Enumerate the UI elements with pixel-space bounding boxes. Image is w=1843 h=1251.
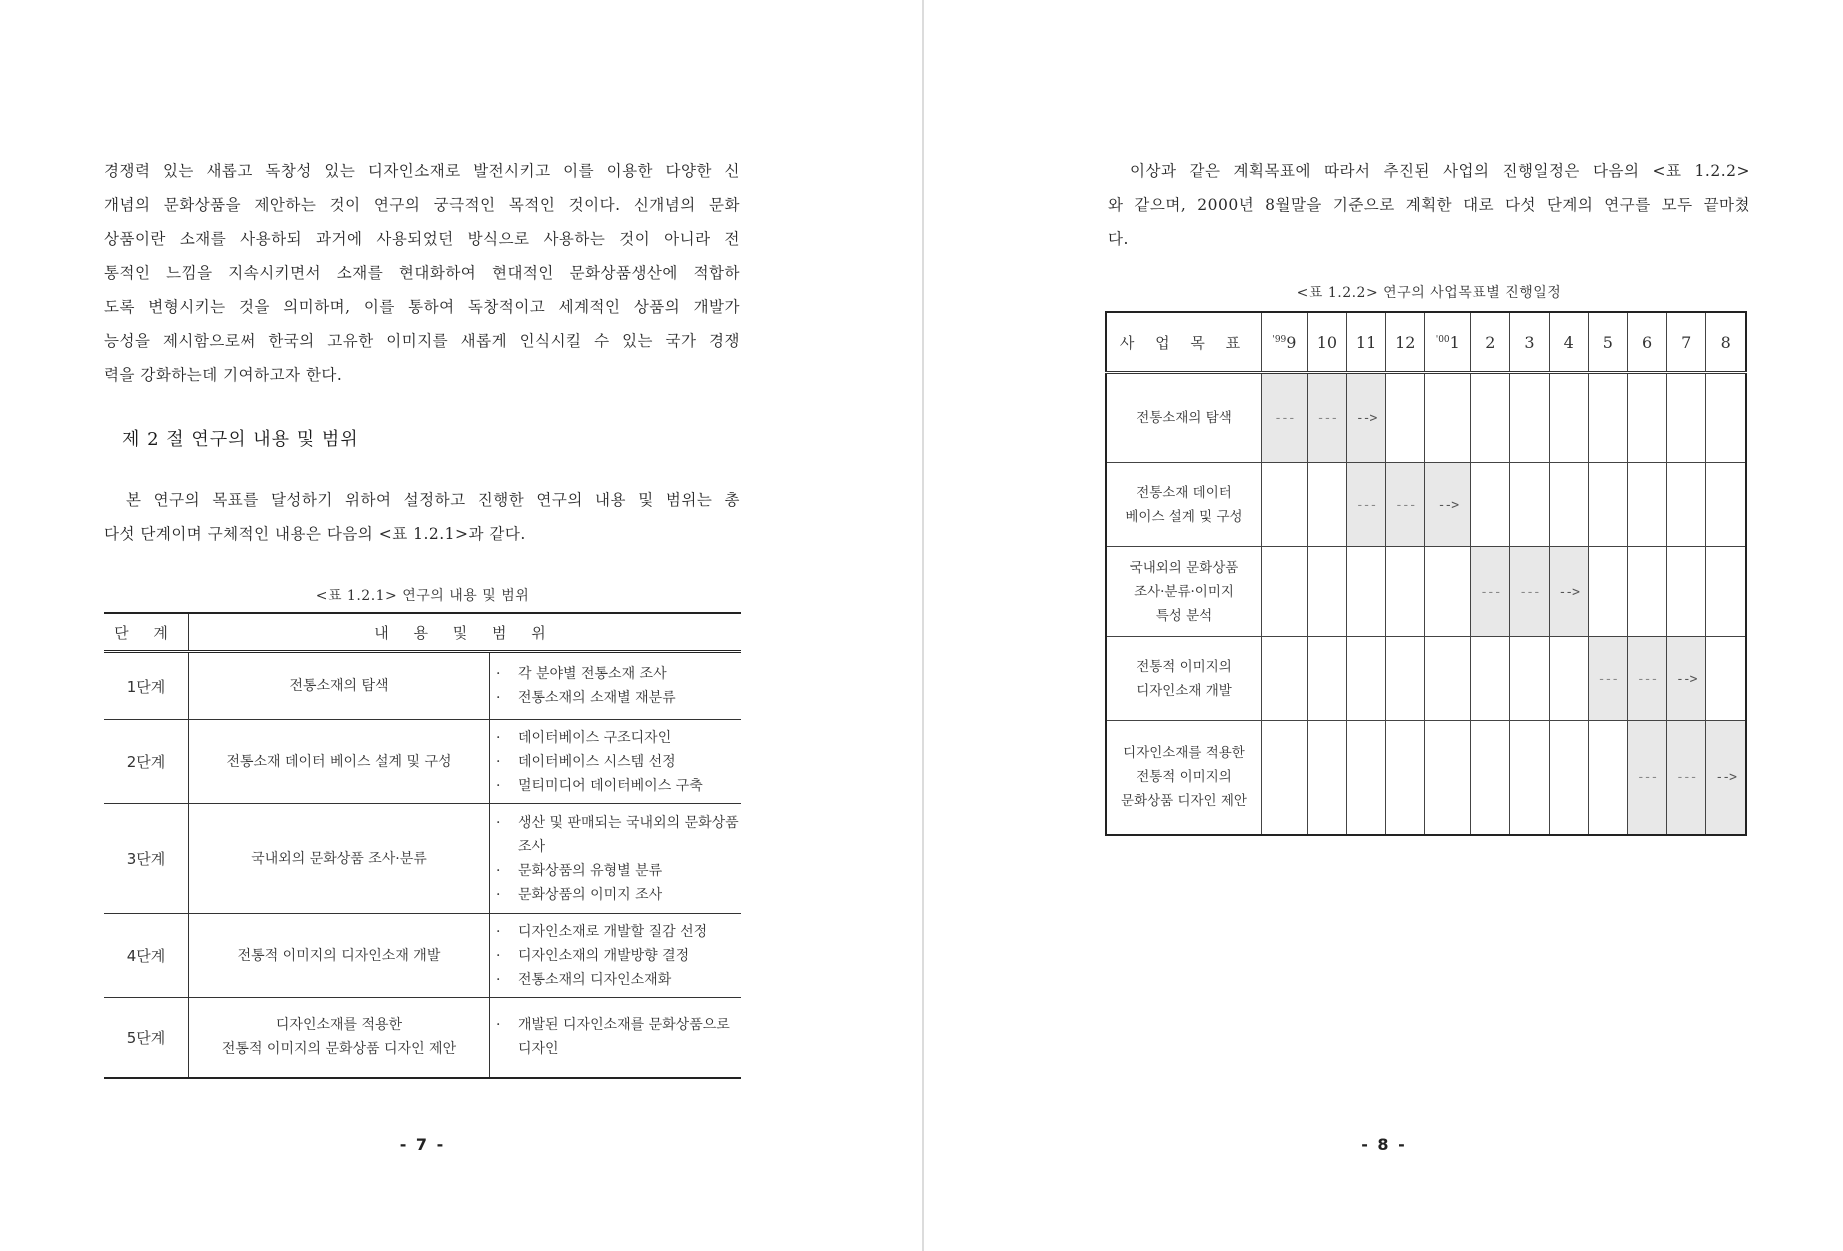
bullet-icon: · [496, 923, 501, 940]
scope-item [496, 726, 741, 750]
month-cell [1510, 463, 1549, 547]
scope-item [496, 920, 741, 944]
month-header [1510, 312, 1549, 373]
paragraph-line: 도록 변형시키는 것을 의미하며, 이를 통하여 독창적이고 세계적인 상품의 개발가 [104, 298, 740, 316]
month-label: 6 [1641, 332, 1653, 352]
stage-cell: 1단계 [104, 652, 189, 720]
month-cell [1425, 373, 1471, 463]
goal-line: 국내외의 문화상품 [1129, 559, 1239, 576]
goal-line: 디자인소재 개발 [1136, 682, 1232, 699]
table-row [104, 914, 741, 998]
month-label: 12 [1395, 332, 1416, 352]
scope-item [496, 1013, 741, 1061]
active-month-cell [1627, 721, 1666, 835]
paragraph-line: 다. [1108, 230, 1129, 248]
table-row [104, 720, 741, 804]
month-header [1588, 312, 1627, 373]
dash-mark: --- [1676, 770, 1697, 786]
month-cell [1510, 637, 1549, 721]
goal-header: 사 업 목 표 [1106, 312, 1262, 373]
schedule-row [1106, 721, 1746, 835]
scope-item [496, 883, 741, 907]
month-cell [1588, 547, 1627, 637]
table-row [104, 804, 741, 914]
schedule-row [1106, 637, 1746, 721]
month-header [1307, 312, 1346, 373]
stage-cell: 5단계 [104, 998, 189, 1078]
active-month-cell [1307, 373, 1346, 463]
scope-item-text: 데이터베이스 구조디자인 [518, 729, 672, 746]
month-cell [1262, 463, 1308, 547]
month-cell [1347, 637, 1386, 721]
dash-mark: --- [1316, 411, 1338, 426]
goal-line: 전통적 이미지의 [1136, 658, 1232, 675]
month-cell [1706, 637, 1746, 721]
month-label: 10 [1316, 332, 1338, 352]
month-header [1471, 312, 1510, 373]
paragraph-line: 능성을 제시함으로써 한국의 고유한 이미지를 새롭게 인식시킬 수 있는 국가 경쟁 [104, 332, 740, 350]
content-line: 디자인소재를 적용한 [275, 1017, 403, 1034]
scope-item [496, 859, 741, 883]
goal-cell [1106, 463, 1262, 547]
scope-item [496, 662, 741, 686]
scope-item [496, 944, 741, 968]
dash-mark: --- [1519, 584, 1540, 600]
paragraph-line: 와 같으며, 2000년 8월말을 기준으로 계획한 대로 다섯 단계의 연구를 모두 끝마쳤 [1108, 196, 1750, 214]
table-row [104, 652, 741, 720]
stage-cell: 3단계 [104, 804, 189, 914]
scope-item-text: 데이터베이스 시스템 선정 [518, 753, 676, 770]
month-cell [1588, 463, 1627, 547]
month-cell [1510, 373, 1549, 463]
month-cell [1307, 721, 1346, 835]
scope-item-text: 각 분야별 전통소재 조사 [518, 666, 667, 682]
scope-item-text: 디자인소재로 개발할 질감 선정 [518, 923, 708, 940]
goal-line: 베이스 설계 및 구성 [1125, 508, 1243, 525]
bullet-icon: · [496, 690, 501, 706]
scope-cell [490, 998, 742, 1078]
paragraph-line: 본 연구의 목표를 달성하기 위하여 설정하고 진행한 연구의 내용 및 범위는 총 [126, 491, 740, 509]
month-cell [1262, 637, 1308, 721]
paragraph-line: 력을 강화하는데 기여하고자 한다. [104, 366, 343, 384]
month-cell [1549, 721, 1588, 835]
content-cell [189, 914, 490, 998]
active-month-cell [1347, 373, 1386, 463]
page-divider [922, 0, 924, 1251]
month-cell [1627, 463, 1666, 547]
month-label: 7 [1681, 332, 1692, 352]
bullet-icon: · [496, 947, 501, 964]
scope-cell [490, 720, 742, 804]
content-line: 전통소재 데이터 베이스 설계 및 구성 [226, 753, 452, 770]
paragraph-line: 통적인 느낌을 지속시키면서 소재를 현대화하여 현대적인 문화상품생산에 적합하 [104, 264, 740, 282]
paragraph-line: 개념의 문화상품을 제안하는 것이 연구의 궁극적인 목적인 것이다. 신개념의 문화 [104, 196, 740, 214]
scope-item-text: 개발된 디자인소재를 문화상품으로 디자인 [518, 1017, 730, 1058]
month-cell [1706, 547, 1746, 637]
month-header [1549, 312, 1588, 373]
month-cell [1588, 721, 1627, 835]
active-month-cell [1549, 547, 1588, 637]
intro-paragraph [104, 154, 740, 392]
schedule-table [1105, 311, 1747, 836]
bullet-icon: · [496, 666, 501, 682]
schedule-row [1106, 463, 1746, 547]
paragraph-line: 경쟁력 있는 새롭고 독창성 있는 디자인소재로 발전시키고 이를 이용한 다양한 신 [104, 162, 740, 180]
year-mark: '00 [1435, 334, 1450, 345]
scope-cell [490, 804, 742, 914]
month-label: 8 [1720, 332, 1731, 352]
goal-line: 조사·분류·이미지 [1134, 583, 1234, 600]
goal-line: 문화상품 디자인 제안 [1121, 793, 1247, 810]
active-month-cell [1386, 463, 1425, 547]
goal-cell [1106, 547, 1262, 637]
arrow-icon: --> [1676, 671, 1697, 687]
active-month-cell [1706, 721, 1746, 835]
month-header [1706, 312, 1746, 373]
scope-item [496, 686, 741, 710]
bullet-icon: · [496, 1017, 501, 1034]
month-cell [1425, 721, 1471, 835]
goal-line: 디자인소재를 적용한 [1123, 745, 1245, 762]
bullet-icon: · [496, 753, 501, 770]
dash-mark: --- [1636, 770, 1658, 786]
active-month-cell [1425, 463, 1471, 547]
month-cell [1307, 547, 1346, 637]
stage-cell: 4단계 [104, 914, 189, 998]
dash-mark: --- [1355, 497, 1377, 513]
arrow-icon: --> [1437, 497, 1459, 513]
schedule-row [1106, 373, 1746, 463]
scope-item-text: 멀티미디어 데이터베이스 구축 [518, 777, 703, 794]
month-cell [1549, 373, 1588, 463]
active-month-cell [1667, 637, 1706, 721]
right-page [925, 0, 1843, 1251]
month-cell [1471, 463, 1510, 547]
month-cell [1347, 721, 1386, 835]
scope-cell [490, 914, 742, 998]
month-label: 9 [1286, 332, 1297, 352]
month-cell [1262, 721, 1308, 835]
dash-mark: --- [1597, 671, 1619, 687]
content-cell [189, 998, 490, 1078]
page-number: - 8 - [1361, 1135, 1407, 1154]
schedule-caption: <표 1.2.2> 연구의 사업목표별 진행일정 [1296, 285, 1562, 301]
month-cell [1588, 373, 1627, 463]
month-label: 1 [1449, 332, 1460, 352]
scope-item [496, 811, 741, 859]
goal-cell [1106, 637, 1262, 721]
month-cell [1549, 463, 1588, 547]
month-cell [1386, 637, 1425, 721]
month-cell [1425, 637, 1471, 721]
scope-table [104, 612, 741, 1079]
month-cell [1386, 373, 1425, 463]
content-line: 전통적 이미지의 디자인소재 개발 [237, 947, 441, 964]
month-cell [1307, 637, 1346, 721]
month-cell [1386, 721, 1425, 835]
scope-item [496, 774, 741, 798]
schedule-paragraph [1108, 154, 1750, 256]
bullet-icon: · [496, 971, 501, 988]
bullet-icon: · [496, 729, 501, 746]
month-label: 2 [1485, 332, 1496, 352]
dash-mark: --- [1636, 671, 1658, 687]
month-cell [1627, 373, 1666, 463]
active-month-cell [1667, 721, 1706, 835]
month-cell [1706, 463, 1746, 547]
goal-line: 전통소재의 탐색 [1136, 410, 1232, 426]
content-cell [189, 804, 490, 914]
month-header [1262, 312, 1308, 373]
month-cell [1425, 547, 1471, 637]
scope-item-text: 생산 및 판매되는 국내외의 문화상품 조사 [518, 814, 739, 855]
active-month-cell [1588, 637, 1627, 721]
active-month-cell [1262, 373, 1308, 463]
month-cell [1307, 463, 1346, 547]
paragraph-line: 이상과 같은 계획목표에 따라서 추진된 사업의 진행일정은 다음의 <표 1.2.2> [1130, 162, 1750, 180]
table-row [104, 998, 741, 1078]
month-header [1347, 312, 1386, 373]
goal-line: 전통적 이미지의 [1136, 769, 1232, 786]
content-line: 전통적 이미지의 문화상품 디자인 제안 [221, 1041, 457, 1058]
left-page [0, 0, 921, 1251]
scope-item-text: 디자인소재의 개발방향 결정 [518, 947, 690, 964]
year-mark: '99 [1272, 334, 1287, 345]
month-cell [1510, 721, 1549, 835]
month-label: 5 [1602, 332, 1613, 352]
stage-header: 단 계 [104, 613, 189, 652]
goal-line: 특성 분석 [1155, 607, 1213, 624]
scope-item-text: 문화상품의 이미지 조사 [518, 886, 663, 903]
scope-cell [490, 652, 742, 720]
month-cell [1627, 547, 1666, 637]
active-month-cell [1347, 463, 1386, 547]
month-header [1667, 312, 1706, 373]
scope-item-text: 문화상품의 유형별 분류 [518, 862, 663, 879]
month-cell [1667, 373, 1706, 463]
dash-mark: --- [1480, 584, 1501, 600]
month-cell [1667, 463, 1706, 547]
content-cell [189, 652, 490, 720]
month-label: 4 [1563, 332, 1574, 352]
goal-line: 전통소재 데이터 [1136, 484, 1232, 501]
active-month-cell [1510, 547, 1549, 637]
goal-cell [1106, 721, 1262, 835]
table-caption: <표 1.2.1> 연구의 내용 및 범위 [315, 588, 530, 604]
scope-item [496, 750, 741, 774]
scope-paragraph [104, 483, 740, 551]
month-cell [1347, 547, 1386, 637]
month-label: 11 [1355, 332, 1377, 352]
active-month-cell [1471, 547, 1510, 637]
month-cell [1667, 547, 1706, 637]
stage-cell: 2단계 [104, 720, 189, 804]
schedule-row [1106, 547, 1746, 637]
section-heading: 제 2 절 연구의 내용 및 범위 [122, 429, 359, 450]
page-number: - 7 - [399, 1135, 446, 1154]
paragraph-line: 상품이란 소재를 사용하되 과거에 사용되었던 방식으로 사용하는 것이 아니라 전 [104, 230, 740, 248]
month-cell [1386, 547, 1425, 637]
active-month-cell [1627, 637, 1666, 721]
month-cell [1471, 721, 1510, 835]
dash-mark: --- [1274, 411, 1295, 426]
scope-item [496, 968, 741, 992]
month-cell [1549, 637, 1588, 721]
goal-cell [1106, 373, 1262, 463]
month-header [1425, 312, 1471, 373]
content-line: 국내외의 문화상품 조사·분류 [251, 850, 427, 867]
scope-item-text: 전통소재의 디자인소재화 [518, 971, 672, 988]
bullet-icon: · [496, 777, 501, 794]
arrow-icon: --> [1355, 411, 1377, 426]
content-line: 전통소재의 탐색 [289, 678, 389, 694]
dash-mark: --- [1395, 497, 1416, 513]
month-header [1386, 312, 1425, 373]
bullet-icon: · [496, 814, 501, 831]
bullet-icon: · [496, 862, 501, 879]
month-header [1627, 312, 1666, 373]
scope-item-text: 전통소재의 소재별 재분류 [518, 690, 676, 706]
month-label: 3 [1524, 332, 1535, 352]
content-header: 내 용 및 범 위 [189, 613, 742, 652]
month-cell [1706, 373, 1746, 463]
month-cell [1471, 373, 1510, 463]
bullet-icon: · [496, 886, 501, 903]
month-cell [1262, 547, 1308, 637]
arrow-icon: --> [1558, 584, 1579, 600]
paragraph-line: 다섯 단계이며 구체적인 내용은 다음의 <표 1.2.1>과 같다. [104, 525, 526, 543]
month-cell [1471, 637, 1510, 721]
arrow-icon: --> [1715, 770, 1736, 786]
content-cell [189, 720, 490, 804]
